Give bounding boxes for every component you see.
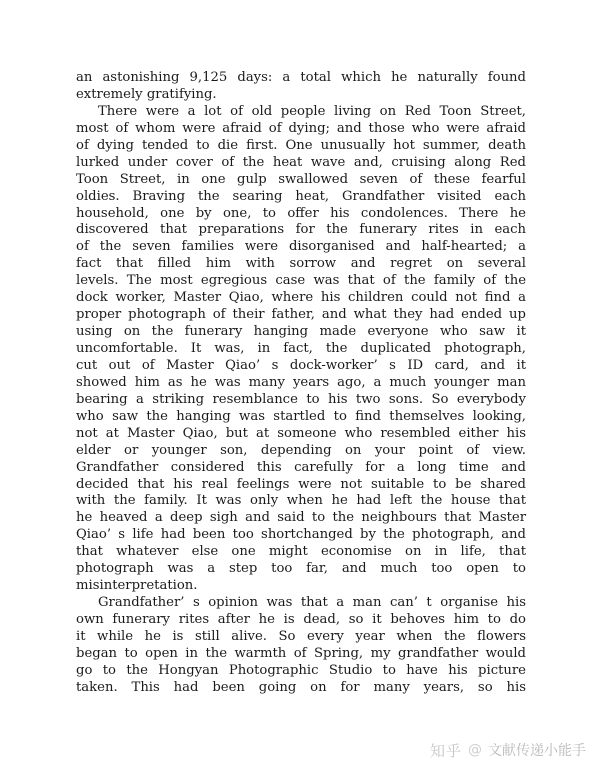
text-line: lurked under cover of the heat wave and, cruising along Red <box>76 154 526 170</box>
text-line: bearing a striking resemblance to his two sons. So everybody <box>76 391 526 407</box>
text-line: not at Master Qiao, but at someone who resembled either his <box>76 425 526 441</box>
text-line: levels. The most egregious case was that of the family of the <box>76 273 526 289</box>
text-line: that whatever else one might economise on in life, that <box>76 544 526 560</box>
text-line: photograph was a step too far, and much too open to <box>76 561 526 577</box>
watermark-separator: @ <box>468 742 482 758</box>
text-line: he heaved a deep sigh and said to the neighbours that Master <box>76 510 526 526</box>
text-line: Grandfather considered this carefully for a long time and <box>76 459 526 475</box>
text-line: discovered that preparations for the funerary rites in each <box>76 222 526 238</box>
watermark <box>430 737 586 763</box>
text-line: There were a lot of old people living on Red Toon Street, <box>98 103 526 119</box>
text-line: oldies. Braving the searing heat, Grandfather visited each <box>76 188 526 204</box>
text-line: who saw the hanging was startled to find themselves looking, <box>76 408 526 424</box>
text-line: elder or younger son, depending on your point of view. <box>76 442 526 458</box>
zhihu-logo: 知乎 <box>429 741 462 760</box>
text-line: household, one by one, to offer his condolences. There he <box>76 205 526 221</box>
text-line: fact that filled him with sorrow and regret on several <box>76 256 526 272</box>
text-line: decided that his real feelings were not suitable to be shared <box>76 476 526 492</box>
text-line: Grandfather’ s opinion was that a man can’ t organise his <box>98 595 526 611</box>
text-line: misinterpretation. <box>76 578 198 594</box>
watermark-author: 文献传递小能手 <box>488 743 586 759</box>
text-line: uncomfortable. It was, in fact, the duplicated photograph, <box>76 341 526 356</box>
text-line: Toon Street, in one gulp swallowed seven of these fearful <box>76 171 526 187</box>
body-text <box>76 70 526 697</box>
text-line: began to open in the warmth of Spring, my grandfather would <box>76 645 526 661</box>
text-line: most of whom were afraid of dying; and those who were afraid <box>76 120 526 136</box>
text-line: showed him as he was many years ago, a much younger man <box>76 374 526 390</box>
text-line: go to the Hongyan Photographic Studio to have his picture <box>76 662 526 678</box>
text-line: Qiao’ s life had been too shortchanged by the photograph, and <box>76 527 526 543</box>
text-line: cut out of Master Qiao’ s dock-worker’ s ID card, and it <box>76 357 526 373</box>
text-line: of dying tended to die first. One unusually hot summer, death <box>76 137 526 153</box>
text-line: using on the funerary hanging made everyone who saw it <box>76 324 526 340</box>
text-line: with the family. It was only when he had left the house that <box>76 493 526 509</box>
text-line: proper photograph of their father, and what they had ended up <box>76 307 526 323</box>
text-line: of the seven families were disorganised and half-hearted; a <box>76 239 526 255</box>
text-line: an astonishing 9,125 days: a total which he naturally found <box>76 70 526 85</box>
text-line: it while he is still alive. So every year when the flowers <box>76 628 526 644</box>
text-line: taken. This had been going on for many years, so his <box>76 679 526 695</box>
text-line: own funerary rites after he is dead, so it behoves him to do <box>76 612 526 627</box>
text-line: dock worker, Master Qiao, where his children could not find a <box>76 290 526 306</box>
text-line: extremely gratifying. <box>76 86 217 102</box>
